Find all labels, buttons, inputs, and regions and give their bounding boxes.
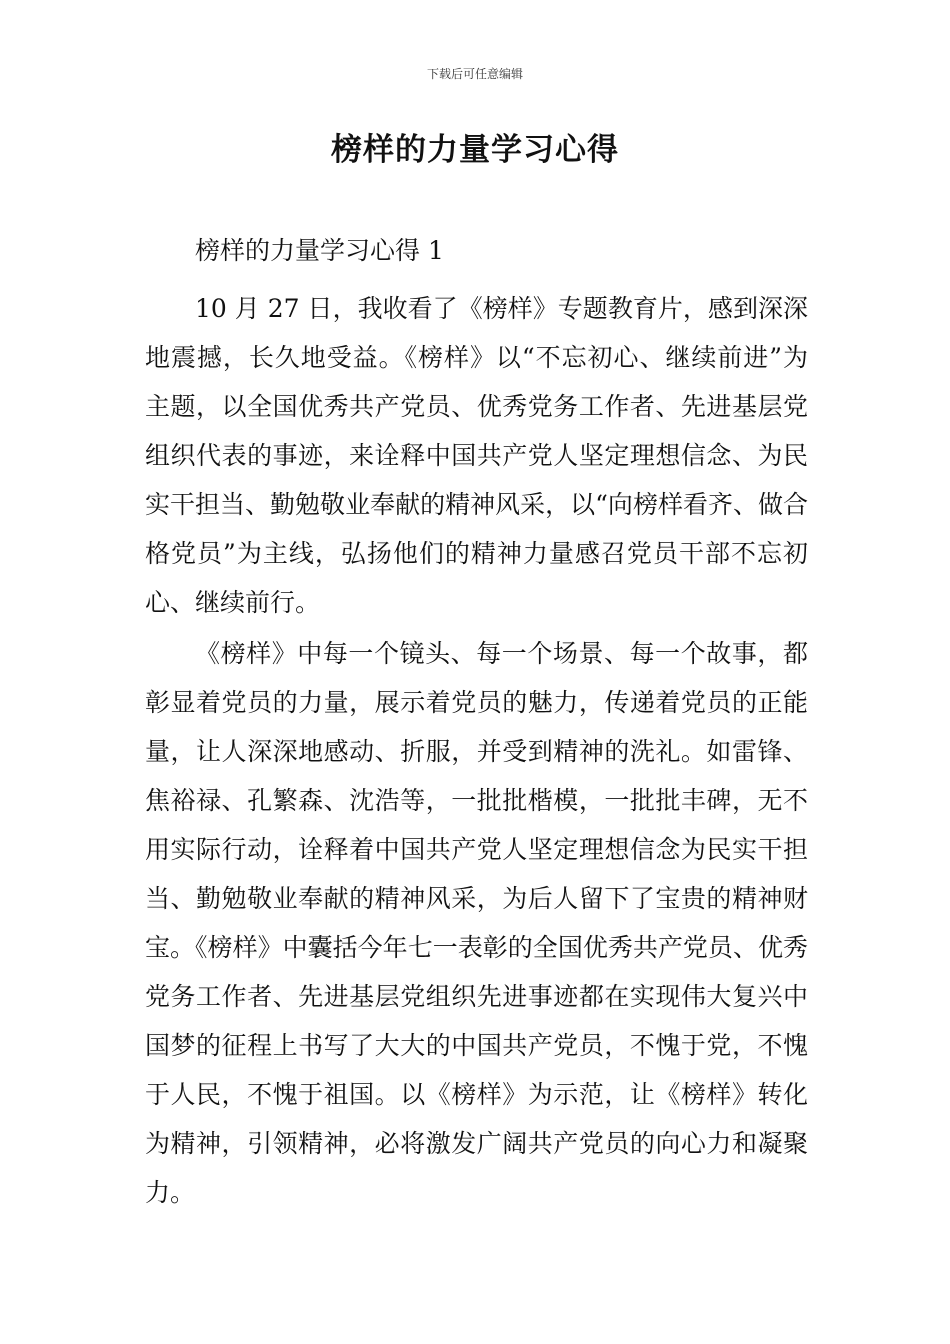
paragraph-2: 《榜样》中每一个镜头、每一个场景、每一个故事，都彰显着党员的力量，展示着党员的魅力，传递着党员的正能量，让人深深地感动、折服，并受到精神的洗礼。如雷锋、焦裕禄、孔繁森、沈浩等，一批批楷模，一批批丰碑，无不用实际行动，诠释着中国共产党人坚定理想信念为民实干担当、勤勉敬业奉献的精神风采，为后人留下了宝贵的精神财宝。《榜样》中囊括今年七一表彰的全国优秀共产党员、优秀党务工作者、先进基层党组织先进事迹都在实现伟大复兴中国梦的征程上书写了大大的中国共产党员，不愧于党，不愧于人民，不愧于祖国。以《榜样》为示范，让《榜样》转化为精神，引领精神，必将激发广阔共产党员的向心力和凝聚力。 [145, 639, 808, 1207]
header-note: 下载后可任意编辑 [426, 67, 523, 81]
paragraph-1: 10 月 27 日，我收看了《榜样》专题教育片，感到深深地震撼，长久地受益。《榜样》以“不忘初心、继续前进”为主题，以全国优秀共产党员、优秀党务工作者、先进基层党组织代表的事迹，来诠释中国共产党人坚定理想信念、为民实干担当、勤勉敬业奉献的精神风采，以“向榜样看齐、做合格党员”为主线，弘扬他们的精神力量感召党员干部不忘初心、继续前行。 [145, 294, 808, 617]
document-title: 榜样的力量学习心得 [331, 132, 619, 168]
document-body [145, 226, 808, 1217]
document-subheading: 榜样的力量学习心得 1 [195, 236, 444, 265]
